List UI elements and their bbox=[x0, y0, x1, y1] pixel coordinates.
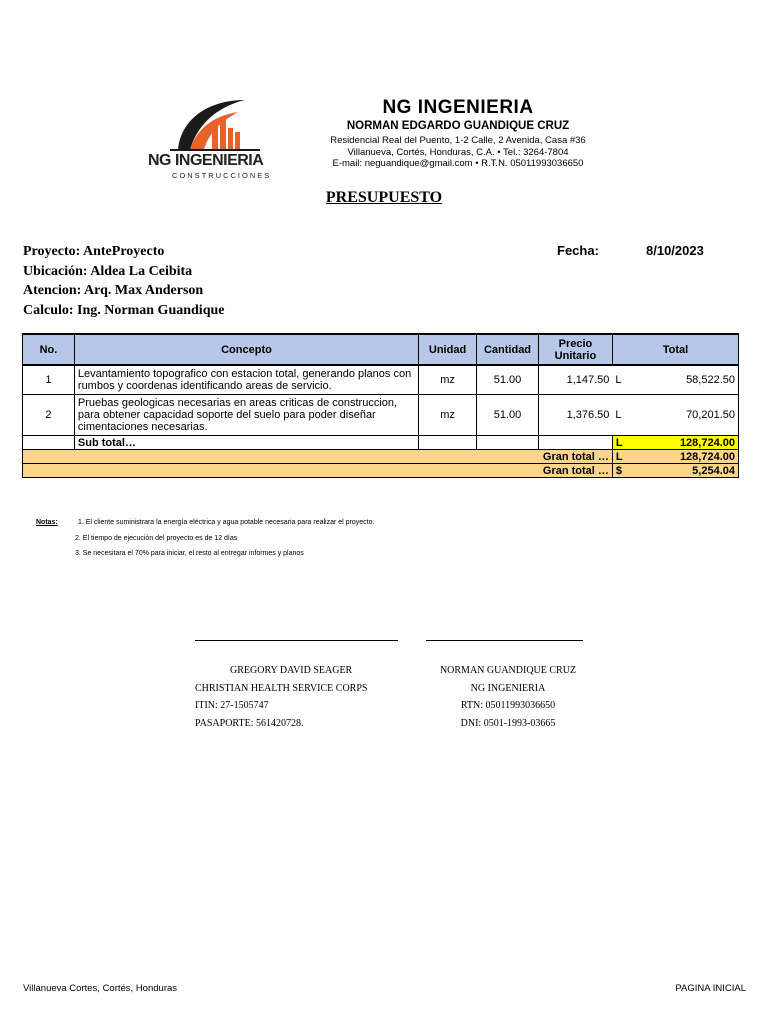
row-unidad: mz bbox=[419, 395, 477, 436]
budget-table bbox=[22, 333, 739, 478]
signer-org-left: CHRISTIAN HEALTH SERVICE CORPS bbox=[195, 682, 368, 694]
header-unidad: Unidad bbox=[419, 334, 477, 365]
row-total: 58,522.50 bbox=[626, 365, 739, 395]
notes-label: Notas: bbox=[36, 519, 58, 526]
notes-section bbox=[36, 515, 374, 562]
grand-total-usd-label: Gran total … bbox=[23, 464, 613, 478]
grand-total-l-currency: L bbox=[612, 450, 625, 464]
row-no: 2 bbox=[23, 395, 75, 436]
company-name: NG INGENIERIA bbox=[382, 97, 534, 118]
row-cantidad: 51.00 bbox=[477, 395, 539, 436]
company-contact: E-mail: neguandique@gmail.com • R.T.N. 05011993036650 bbox=[332, 158, 584, 169]
document-title bbox=[0, 189, 768, 207]
signer-name-right: NORMAN GUANDIQUE CRUZ bbox=[439, 665, 577, 676]
table-row bbox=[23, 365, 739, 395]
table-header-row bbox=[23, 334, 739, 365]
signer-rtn: RTN: 05011993036650 bbox=[460, 700, 556, 711]
row-total: 70,201.50 bbox=[626, 395, 739, 436]
company-address-1: Residencial Real del Puento, 1-2 Calle, 2 Avenida, Casa #36 bbox=[330, 135, 586, 146]
subtotal-label: Sub total… bbox=[74, 436, 418, 450]
row-concepto: Pruebas geologicas necesarias en areas criticas de construccion, para obtener capacidad soporte del suelo para poder diseñar cimentaciones necesarias. bbox=[74, 395, 418, 436]
row-cantidad: 51.00 bbox=[477, 365, 539, 395]
header-total: Total bbox=[612, 334, 738, 365]
grand-total-usd-value: 5,254.04 bbox=[626, 464, 739, 478]
footer-location: Villanueva Cortes, Cortés, Honduras bbox=[23, 983, 178, 994]
company-header bbox=[300, 97, 616, 170]
project-calculation: Calculo: Ing. Norman Guandique bbox=[23, 302, 225, 318]
signature-block-right bbox=[418, 662, 598, 732]
header-precio: Precio Unitario bbox=[538, 334, 612, 365]
signer-dni: DNI: 0501-1993-03665 bbox=[460, 717, 556, 729]
grand-total-dollars-row bbox=[23, 464, 739, 478]
grand-total-lempiras-row bbox=[23, 450, 739, 464]
signature-line-right bbox=[426, 640, 583, 641]
signer-name-left: GREGORY DAVID SEAGER bbox=[230, 665, 353, 676]
company-address-2: Villanueva, Cortés, Honduras, C.A. • Tel.: 3264-7804 bbox=[347, 146, 569, 158]
row-precio: 1,376.50 bbox=[538, 395, 612, 436]
row-moneda: L bbox=[612, 365, 625, 395]
subtotal-value: 128,724.00 bbox=[626, 436, 739, 450]
note-item: 1. El cliente suministrara la energía eléctrica y agua potable necesaria para realizar el proyecto. bbox=[77, 519, 375, 526]
signer-org-right: NG INGENIERIA bbox=[470, 682, 546, 694]
subtotal-currency: L bbox=[612, 436, 625, 450]
row-concepto: Levantamiento topografico con estacion total, generando planos con rumbos y coordenas identificando areas de servicio. bbox=[74, 365, 418, 395]
project-attention: Atencion: Arq. Max Anderson bbox=[23, 283, 204, 298]
row-no: 1 bbox=[23, 365, 75, 395]
row-moneda: L bbox=[612, 395, 625, 436]
header-cantidad: Cantidad bbox=[477, 334, 539, 365]
footer-page-label: PAGINA INICIAL bbox=[675, 983, 746, 994]
signature-block-left bbox=[195, 662, 415, 732]
date-label: Fecha: bbox=[557, 243, 599, 258]
signature-line-left bbox=[195, 640, 398, 641]
header-concepto: Concepto bbox=[74, 334, 418, 365]
signer-passport: PASAPORTE: 561420728. bbox=[195, 717, 304, 729]
project-location: Ubicación: Aldea La Ceibita bbox=[23, 263, 193, 279]
subtotal-row bbox=[23, 436, 739, 450]
row-unidad: mz bbox=[419, 365, 477, 395]
header-no: No. bbox=[23, 334, 75, 365]
note-item: 2. El tiempo de ejecución del proyecto es de 12 días bbox=[75, 534, 238, 542]
document-title-text: PRESUPUESTO bbox=[325, 189, 443, 206]
grand-total-l-label: Gran total … bbox=[23, 450, 613, 464]
signer-itin: ITIN: 27-1505747 bbox=[195, 700, 269, 711]
logo-building bbox=[212, 124, 218, 150]
project-name: Proyecto: AnteProyecto bbox=[23, 244, 165, 259]
logo-name: NG INGENIERIA bbox=[148, 152, 264, 169]
note-item: 3. Se necesitara el 70% para iniciar, el resto al entregar informes y planos bbox=[75, 550, 304, 557]
project-info bbox=[23, 242, 224, 320]
logo-subtitle: CONSTRUCCIONES bbox=[172, 171, 272, 180]
date-value: 8/10/2023 bbox=[646, 243, 704, 258]
grand-total-l-value: 128,724.00 bbox=[626, 450, 739, 464]
row-precio: 1,147.50 bbox=[538, 365, 612, 395]
company-owner: NORMAN EDGARDO GUANDIQUE CRUZ bbox=[346, 120, 570, 132]
grand-total-usd-currency: $ bbox=[612, 464, 625, 478]
table-row bbox=[23, 395, 739, 436]
